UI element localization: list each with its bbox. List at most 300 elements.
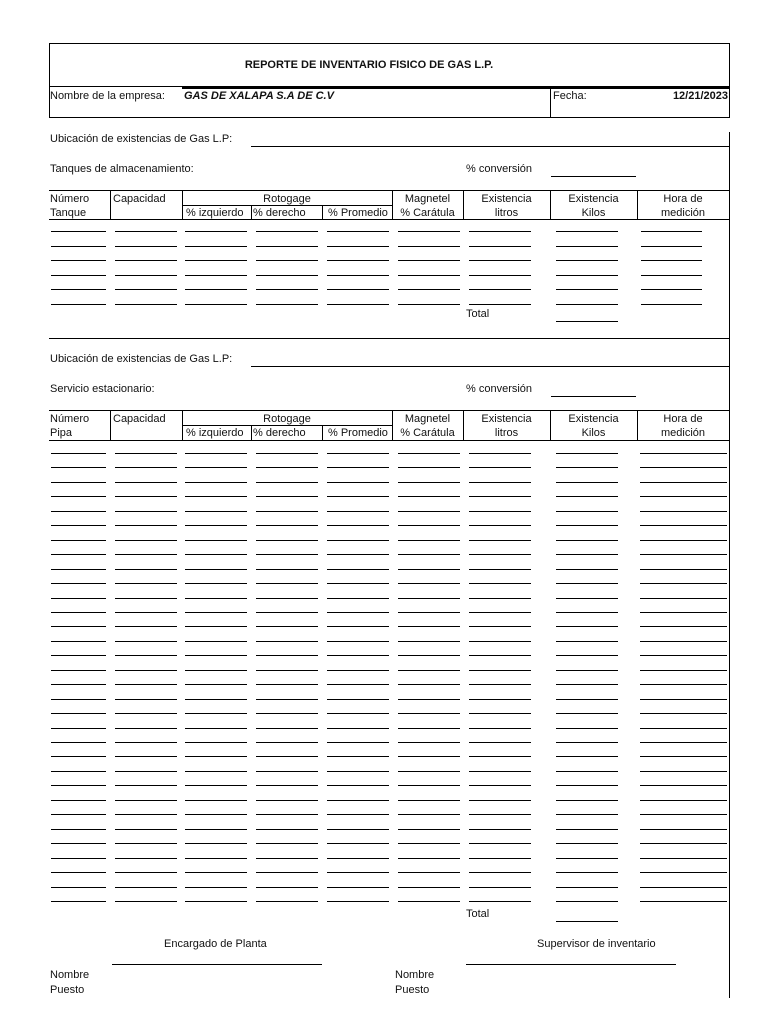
- blank-entry-line: [398, 858, 460, 859]
- blank-entry-line: [556, 872, 618, 873]
- blank-entry-line: [469, 583, 531, 584]
- blank-entry-line: [640, 525, 727, 526]
- blank-entry-line: [51, 260, 106, 261]
- blank-entry-line: [115, 887, 177, 888]
- blank-entry-line: [185, 771, 247, 772]
- blank-entry-line: [115, 785, 177, 786]
- blank-entry-line: [469, 785, 531, 786]
- blank-entry-line: [556, 583, 618, 584]
- blank-entry-line: [115, 467, 177, 468]
- blank-entry-line: [185, 901, 247, 902]
- blank-entry-line: [256, 583, 318, 584]
- blank-entry-line: [256, 496, 318, 497]
- blank-entry-line: [640, 814, 727, 815]
- blank-entry-line: [469, 872, 531, 873]
- blank-entry-line: [115, 231, 177, 232]
- section1-header-rotogage: Rotogage: [263, 193, 311, 205]
- blank-entry-line: [640, 785, 727, 786]
- section1-header-kilos: Kilos: [581, 207, 606, 219]
- section1-location-label: Ubicación de existencias de Gas L.P:: [50, 133, 233, 145]
- blank-entry-line: [327, 699, 389, 700]
- blank-entry-line: [398, 289, 460, 290]
- blank-entry-line: [640, 670, 727, 671]
- blank-entry-line: [256, 901, 318, 902]
- blank-entry-line: [556, 554, 618, 555]
- blank-entry-line: [469, 246, 531, 247]
- blank-entry-line: [398, 304, 460, 305]
- blank-entry-line: [469, 887, 531, 888]
- blank-entry-line: [556, 496, 618, 497]
- blank-entry-line: [185, 467, 247, 468]
- blank-entry-line: [115, 728, 177, 729]
- frame-right-line: [729, 43, 730, 118]
- blank-entry-line: [185, 304, 247, 305]
- blank-entry-line: [556, 569, 618, 570]
- blank-entry-line: [51, 583, 106, 584]
- blank-entry-line: [469, 684, 531, 685]
- blank-entry-line: [640, 872, 727, 873]
- blank-entry-line: [115, 540, 177, 541]
- blank-entry-line: [556, 814, 618, 815]
- blank-entry-line: [398, 612, 460, 613]
- blank-entry-line: [640, 699, 727, 700]
- blank-entry-line: [115, 304, 177, 305]
- blank-entry-line: [185, 785, 247, 786]
- blank-entry-line: [256, 289, 318, 290]
- section2-conversion-blank: [551, 396, 636, 397]
- blank-entry-line: [51, 598, 106, 599]
- blank-entry-line: [256, 569, 318, 570]
- signature-left-position-label: Puesto: [50, 984, 85, 996]
- blank-entry-line: [327, 612, 389, 613]
- blank-entry-line: [469, 569, 531, 570]
- blank-entry-line: [115, 626, 177, 627]
- blank-entry-line: [327, 626, 389, 627]
- blank-entry-line: [256, 872, 318, 873]
- blank-entry-line: [398, 872, 460, 873]
- blank-entry-line: [51, 655, 106, 656]
- blank-entry-line: [256, 684, 318, 685]
- blank-entry-line: [327, 713, 389, 714]
- blank-entry-line: [51, 858, 106, 859]
- signature-right-title: Supervisor de inventario: [537, 938, 656, 950]
- blank-entry-line: [469, 771, 531, 772]
- blank-entry-line: [640, 843, 727, 844]
- blank-entry-line: [115, 525, 177, 526]
- section1-header-existencia-litros: Existencia: [481, 193, 532, 205]
- blank-entry-line: [185, 246, 247, 247]
- blank-entry-line: [556, 829, 618, 830]
- section2-header-existencia-kilos: Existencia: [568, 413, 619, 425]
- blank-entry-line: [185, 843, 247, 844]
- blank-entry-line: [469, 858, 531, 859]
- section1-header-tanque: Tanque: [50, 207, 87, 219]
- blank-entry-line: [327, 231, 389, 232]
- blank-entry-line: [469, 713, 531, 714]
- blank-entry-line: [556, 684, 618, 685]
- blank-entry-line: [115, 246, 177, 247]
- blank-entry-line: [398, 713, 460, 714]
- blank-entry-line: [398, 275, 460, 276]
- blank-entry-line: [115, 829, 177, 830]
- blank-entry-line: [398, 246, 460, 247]
- blank-entry-line: [51, 771, 106, 772]
- blank-entry-line: [256, 814, 318, 815]
- blank-entry-line: [327, 887, 389, 888]
- blank-entry-line: [327, 771, 389, 772]
- blank-entry-line: [256, 598, 318, 599]
- blank-entry-line: [398, 482, 460, 483]
- blank-entry-line: [556, 231, 618, 232]
- section1-header-existencia-kilos: Existencia: [568, 193, 619, 205]
- report-title: REPORTE DE INVENTARIO FISICO DE GAS L.P.: [244, 59, 494, 71]
- frame-top-line: [49, 43, 730, 44]
- blank-entry-line: [256, 728, 318, 729]
- blank-entry-line: [469, 756, 531, 757]
- section2-header-hora: Hora de: [663, 413, 703, 425]
- blank-entry-line: [256, 554, 318, 555]
- blank-entry-line: [640, 771, 727, 772]
- blank-entry-line: [327, 901, 389, 902]
- blank-entry-line: [51, 641, 106, 642]
- blank-entry-line: [256, 612, 318, 613]
- blank-entry-line: [556, 713, 618, 714]
- section2-header-numero: Número: [50, 413, 90, 425]
- blank-entry-line: [327, 800, 389, 801]
- section2-header-bottom-line: [49, 440, 730, 441]
- blank-entry-line: [185, 684, 247, 685]
- blank-entry-line: [185, 598, 247, 599]
- blank-entry-line: [51, 231, 106, 232]
- blank-entry-line: [398, 829, 460, 830]
- blank-entry-line: [51, 482, 106, 483]
- blank-entry-line: [115, 655, 177, 656]
- section2-header-rotogage: Rotogage: [263, 413, 311, 425]
- blank-entry-line: [641, 304, 702, 305]
- blank-entry-line: [640, 887, 727, 888]
- blank-entry-line: [185, 554, 247, 555]
- blank-entry-line: [256, 453, 318, 454]
- blank-entry-line: [51, 569, 106, 570]
- blank-entry-line: [556, 728, 618, 729]
- blank-entry-line: [327, 728, 389, 729]
- blank-entry-line: [185, 496, 247, 497]
- signature-right-line: [466, 964, 676, 965]
- company-row-bottom-line: [49, 117, 730, 118]
- section1-total-label: Total: [466, 308, 490, 320]
- blank-entry-line: [641, 246, 702, 247]
- blank-entry-line: [185, 713, 247, 714]
- blank-entry-line: [51, 496, 106, 497]
- company-name-underline: [182, 87, 730, 89]
- blank-entry-line: [327, 670, 389, 671]
- section2-header-medicion: medición: [660, 427, 706, 439]
- date-divider-line: [550, 86, 551, 118]
- section1-header-promedio: % Promedio: [328, 207, 388, 219]
- blank-entry-line: [115, 482, 177, 483]
- signature-left-title: Encargado de Planta: [164, 938, 267, 950]
- blank-entry-line: [256, 655, 318, 656]
- section2-rotogage-subline: [182, 425, 392, 426]
- blank-entry-line: [51, 289, 106, 290]
- blank-entry-line: [327, 554, 389, 555]
- section1-header-litros: litros: [494, 207, 519, 219]
- blank-entry-line: [185, 699, 247, 700]
- blank-entry-line: [469, 304, 531, 305]
- blank-entry-line: [327, 655, 389, 656]
- blank-entry-line: [115, 756, 177, 757]
- blank-entry-line: [327, 684, 389, 685]
- blank-entry-line: [640, 540, 727, 541]
- blank-entry-line: [185, 728, 247, 729]
- blank-entry-line: [327, 814, 389, 815]
- blank-entry-line: [185, 511, 247, 512]
- blank-entry-line: [327, 872, 389, 873]
- blank-entry-line: [327, 785, 389, 786]
- blank-entry-line: [256, 467, 318, 468]
- blank-entry-line: [327, 246, 389, 247]
- blank-entry-line: [640, 901, 727, 902]
- blank-entry-line: [398, 843, 460, 844]
- blank-entry-line: [469, 511, 531, 512]
- blank-entry-line: [398, 901, 460, 902]
- blank-entry-line: [640, 482, 727, 483]
- signature-right-name-label: Nombre: [395, 969, 435, 981]
- blank-entry-line: [256, 843, 318, 844]
- blank-entry-line: [185, 814, 247, 815]
- blank-entry-line: [469, 467, 531, 468]
- blank-entry-line: [640, 641, 727, 642]
- section2-header-litros: litros: [494, 427, 519, 439]
- blank-entry-line: [469, 641, 531, 642]
- blank-entry-line: [556, 756, 618, 757]
- blank-entry-line: [556, 742, 618, 743]
- blank-entry-line: [51, 612, 106, 613]
- blank-entry-line: [398, 626, 460, 627]
- blank-entry-line: [556, 858, 618, 859]
- blank-entry-line: [115, 684, 177, 685]
- blank-entry-line: [115, 843, 177, 844]
- blank-entry-line: [185, 829, 247, 830]
- blank-entry-line: [556, 482, 618, 483]
- blank-entry-line: [327, 496, 389, 497]
- blank-entry-line: [185, 540, 247, 541]
- blank-entry-line: [256, 670, 318, 671]
- blank-entry-line: [115, 598, 177, 599]
- blank-entry-line: [556, 699, 618, 700]
- blank-entry-line: [556, 260, 618, 261]
- blank-entry-line: [256, 231, 318, 232]
- section1-header-medicion: medición: [660, 207, 706, 219]
- blank-entry-line: [115, 713, 177, 714]
- blank-entry-line: [51, 901, 106, 902]
- blank-entry-line: [640, 467, 727, 468]
- signature-left-name-label: Nombre: [50, 969, 90, 981]
- blank-entry-line: [115, 771, 177, 772]
- blank-entry-line: [398, 453, 460, 454]
- section2-header-kilos: Kilos: [581, 427, 606, 439]
- blank-entry-line: [115, 511, 177, 512]
- blank-entry-line: [115, 814, 177, 815]
- blank-entry-line: [185, 453, 247, 454]
- date-value: 12/21/2023: [672, 90, 728, 102]
- blank-entry-line: [398, 569, 460, 570]
- blank-entry-line: [327, 482, 389, 483]
- blank-entry-line: [398, 684, 460, 685]
- blank-entry-line: [51, 785, 106, 786]
- blank-entry-line: [51, 756, 106, 757]
- blank-entry-line: [256, 858, 318, 859]
- section1-header-derecho: % derecho: [253, 207, 306, 219]
- blank-entry-line: [640, 800, 727, 801]
- blank-entry-line: [640, 598, 727, 599]
- section2-subtitle: Servicio estacionario:: [50, 383, 155, 395]
- blank-entry-line: [398, 260, 460, 261]
- blank-entry-line: [398, 785, 460, 786]
- blank-entry-line: [256, 887, 318, 888]
- blank-entry-line: [185, 800, 247, 801]
- blank-entry-line: [51, 626, 106, 627]
- blank-entry-line: [256, 260, 318, 261]
- blank-entry-line: [185, 641, 247, 642]
- blank-entry-line: [469, 482, 531, 483]
- blank-entry-line: [640, 742, 727, 743]
- blank-entry-line: [469, 670, 531, 671]
- blank-entry-line: [469, 260, 531, 261]
- blank-entry-line: [185, 670, 247, 671]
- blank-entry-line: [556, 655, 618, 656]
- blank-entry-line: [51, 814, 106, 815]
- blank-entry-line: [327, 829, 389, 830]
- blank-entry-line: [640, 713, 727, 714]
- blank-entry-line: [327, 275, 389, 276]
- section2-location-label: Ubicación de existencias de Gas L.P:: [50, 353, 233, 365]
- blank-entry-line: [469, 231, 531, 232]
- section1-conversion-blank: [551, 176, 636, 177]
- blank-entry-line: [115, 800, 177, 801]
- blank-entry-line: [398, 231, 460, 232]
- blank-entry-line: [556, 304, 618, 305]
- section2-header-existencia-litros: Existencia: [481, 413, 532, 425]
- blank-entry-line: [398, 525, 460, 526]
- section2-header-caratula: % Carátula: [400, 427, 455, 439]
- blank-entry-line: [469, 626, 531, 627]
- section2-total-blank: [556, 921, 618, 922]
- blank-entry-line: [256, 800, 318, 801]
- blank-entry-line: [256, 771, 318, 772]
- blank-entry-line: [556, 453, 618, 454]
- blank-entry-line: [327, 843, 389, 844]
- blank-entry-line: [185, 482, 247, 483]
- blank-entry-line: [640, 728, 727, 729]
- frame-left-line: [49, 43, 50, 118]
- section1-rotogage-subline: [182, 205, 392, 206]
- blank-entry-line: [51, 699, 106, 700]
- blank-entry-line: [640, 569, 727, 570]
- blank-entry-line: [469, 289, 531, 290]
- blank-entry-line: [327, 525, 389, 526]
- signature-right-position-label: Puesto: [395, 984, 430, 996]
- blank-entry-line: [185, 260, 247, 261]
- blank-entry-line: [640, 511, 727, 512]
- blank-entry-line: [556, 626, 618, 627]
- blank-entry-line: [256, 482, 318, 483]
- blank-entry-line: [398, 583, 460, 584]
- blank-entry-line: [115, 453, 177, 454]
- blank-entry-line: [556, 843, 618, 844]
- section1-header-caratula: % Carátula: [400, 207, 455, 219]
- blank-entry-line: [51, 670, 106, 671]
- section1-conversion-label: % conversión: [466, 163, 533, 175]
- blank-entry-line: [398, 771, 460, 772]
- blank-entry-line: [256, 540, 318, 541]
- blank-entry-line: [641, 289, 702, 290]
- blank-entry-line: [115, 583, 177, 584]
- blank-entry-line: [469, 496, 531, 497]
- blank-entry-line: [115, 612, 177, 613]
- blank-entry-line: [185, 858, 247, 859]
- blank-entry-line: [185, 887, 247, 888]
- blank-entry-line: [469, 901, 531, 902]
- blank-entry-line: [327, 858, 389, 859]
- blank-entry-line: [469, 742, 531, 743]
- section1-header-bottom-line: [49, 219, 730, 220]
- blank-entry-line: [185, 583, 247, 584]
- blank-entry-line: [185, 275, 247, 276]
- blank-entry-line: [469, 699, 531, 700]
- section2-col-divider: [322, 425, 323, 440]
- blank-entry-line: [185, 569, 247, 570]
- blank-entry-line: [115, 569, 177, 570]
- blank-entry-line: [556, 275, 618, 276]
- blank-entry-line: [640, 626, 727, 627]
- blank-entry-line: [327, 569, 389, 570]
- blank-entry-line: [51, 728, 106, 729]
- blank-entry-line: [469, 800, 531, 801]
- blank-entry-line: [51, 887, 106, 888]
- blank-entry-line: [115, 289, 177, 290]
- blank-entry-line: [398, 699, 460, 700]
- section1-header-numero: Número: [50, 193, 90, 205]
- blank-entry-line: [115, 554, 177, 555]
- blank-entry-line: [256, 742, 318, 743]
- blank-entry-line: [51, 275, 106, 276]
- blank-entry-line: [51, 742, 106, 743]
- blank-entry-line: [115, 699, 177, 700]
- blank-entry-line: [556, 901, 618, 902]
- blank-entry-line: [327, 289, 389, 290]
- section1-location-line: [251, 146, 730, 147]
- blank-entry-line: [556, 800, 618, 801]
- section1-header-izquierdo: % izquierdo: [186, 207, 244, 219]
- blank-entry-line: [398, 467, 460, 468]
- blank-entry-line: [256, 626, 318, 627]
- blank-entry-line: [556, 887, 618, 888]
- blank-entry-line: [556, 612, 618, 613]
- section1-bottom-line: [49, 338, 730, 339]
- blank-entry-line: [641, 275, 702, 276]
- blank-entry-line: [115, 496, 177, 497]
- blank-entry-line: [185, 756, 247, 757]
- blank-entry-line: [256, 713, 318, 714]
- blank-entry-line: [327, 540, 389, 541]
- blank-entry-line: [398, 756, 460, 757]
- blank-entry-line: [51, 540, 106, 541]
- blank-entry-line: [327, 467, 389, 468]
- blank-entry-line: [469, 275, 531, 276]
- blank-entry-line: [115, 275, 177, 276]
- section2-header-top-line: [49, 410, 730, 411]
